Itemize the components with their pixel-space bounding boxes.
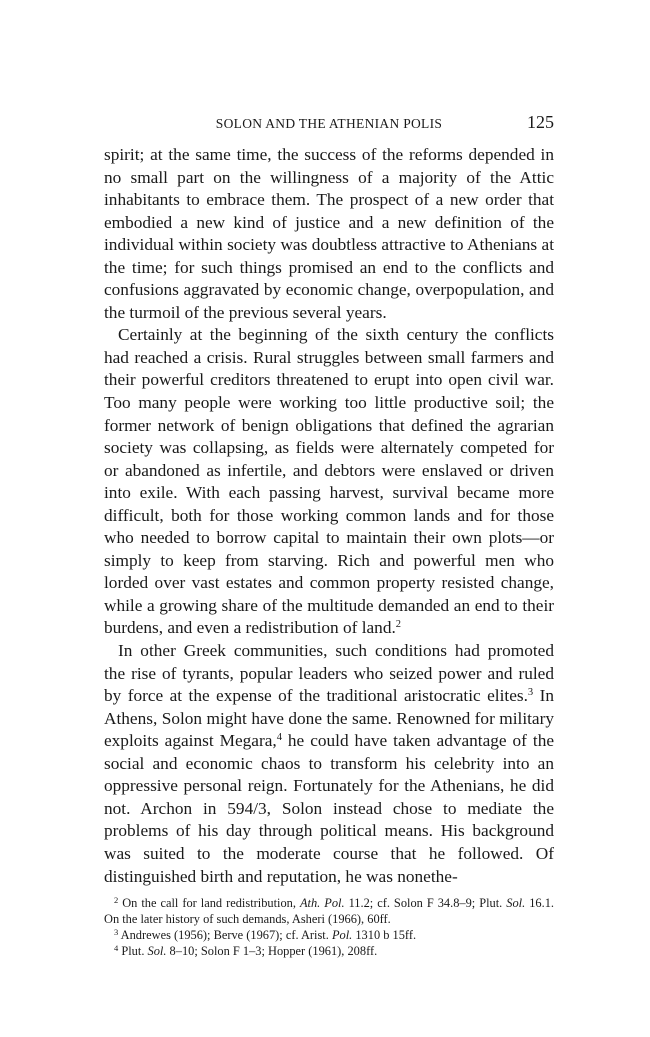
paragraph-3-text-a: In other Greek communities, such conditions had promoted the rise of tyrants, popular leaders who seized power and ruled by force at the expense of the traditional aristocratic elites. <box>104 641 554 706</box>
footnote-4 <box>104 943 554 959</box>
paragraph-3-text-b: In Athens, Solon might have done the same. Renowned for military exploits against Megara, <box>104 686 554 751</box>
footnote-2-text: On the call for land redistribution, <box>118 896 300 911</box>
footnote-4-title: Sol. <box>147 944 167 959</box>
footnote-4-number: 4 <box>114 943 119 954</box>
footnote-3-text: Andrewes (1956); Berve (1967); cf. Arist. <box>118 928 332 943</box>
footnote-3-title: Pol. <box>331 928 353 943</box>
footnote-4-text: 8–10; Solon F 1–3; Hopper (1961), 208ff. <box>166 944 378 959</box>
footnote-4-text: Plut. <box>118 944 148 959</box>
paragraph-1: spirit; at the same time, the success of the reforms depended in no small part on the willingness of a majority of the Attic inhabitants to embrace them. The prospect of a new order that embodied a new kind of justice and a new definition of the individual within society was doubtless attractive to Athenians at the time; for such things promised an end to the conflicts and confusions aggravated by economic change, overpopulation, and the turmoil of the previous several years. <box>104 145 554 322</box>
footnote-ref-2: 2 <box>395 619 402 631</box>
paragraph-3 <box>104 640 554 888</box>
footnote-2-title: Sol. <box>506 896 526 911</box>
footnote-2-title: Ath. Pol. <box>299 896 345 911</box>
running-title: SOLON AND THE ATHENIAN POLIS <box>215 116 443 131</box>
footnote-ref-4: 4 <box>276 732 282 744</box>
paragraph-2 <box>104 324 554 640</box>
footnote-3-number: 3 <box>114 927 119 938</box>
page-number: 125 <box>527 112 554 132</box>
footnote-2-text: 11.2; cf. Solon F 34.8–9; Plut. <box>344 896 507 911</box>
paragraph-3-text-c: he could have taken advantage of the social and economic chaos to transform his celebrity into an oppressive personal reign. Fortunately for the Athenians, he did not. Archon in 594/3, Solon instead chose to mediate the problems of his day through political means. His background was suited to the moderate course that he followed. Of distinguished birth and reputation, he was nonethe- <box>104 731 555 886</box>
footnote-3-text: 1310 b 15ff. <box>352 928 417 943</box>
footnote-2 <box>104 895 554 927</box>
footnote-2-text: 16.1. On the later history of such demands, Asheri (1966), 60ff. <box>104 896 554 927</box>
book-page <box>104 112 554 959</box>
footnote-2-number: 2 <box>114 895 119 906</box>
running-head <box>104 112 554 140</box>
paragraph-2-text: Certainly at the beginning of the sixth century the conflicts had reached a crisis. Rural struggles between small farmers and their powerful creditors threatened to erupt into open civil war. Too many people were working too little productive soil; the former network of benign obligations that defined the agrarian society was collapsing, as fields were alternately competed for or abandoned as infertile, and debtors were enslaved or driven into exile. With each passing harvest, survival became more difficult, both for those working common lands and for those who needed to borrow capital to maintain their own plots—or simply to keep from starving. Rich and powerful men who lorded over vast estates and common property resisted change, while a growing share of the multitude demanded an end to their burdens, and even a redistribution of land. <box>104 325 554 638</box>
footnote-3 <box>104 927 554 943</box>
footnote-ref-3: 3 <box>527 687 534 699</box>
body-text <box>104 144 554 888</box>
footnotes <box>104 895 554 959</box>
